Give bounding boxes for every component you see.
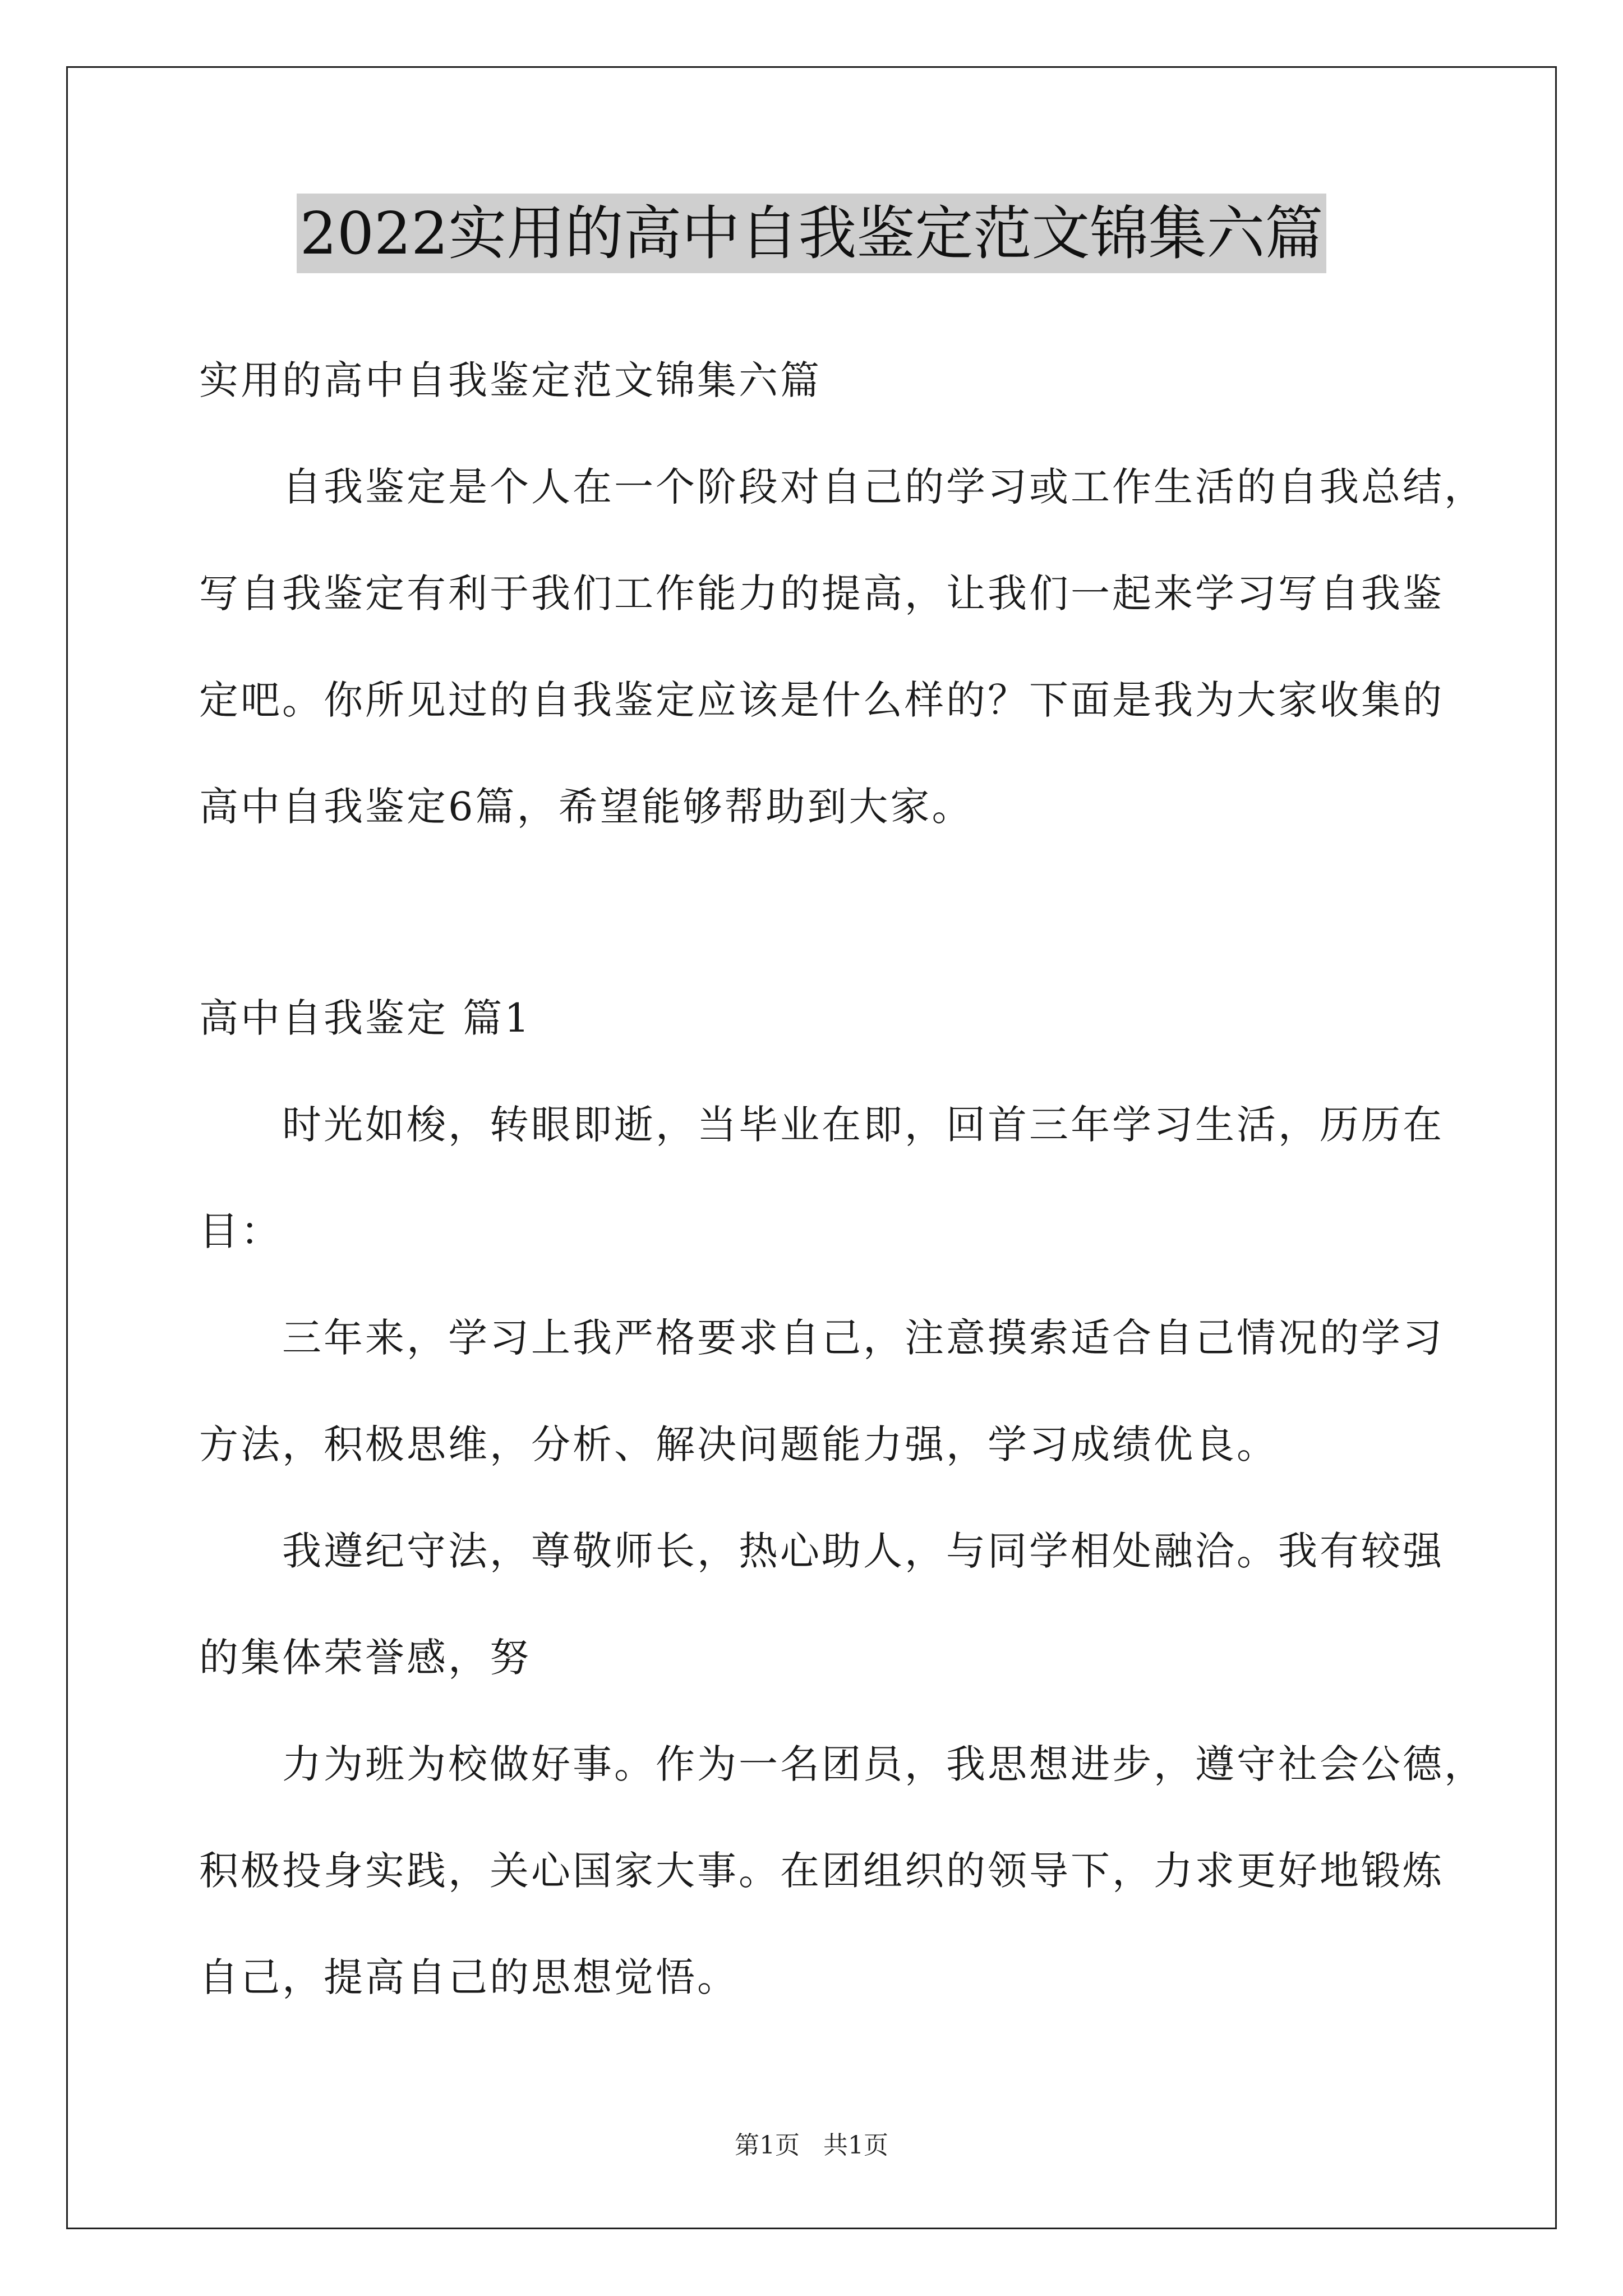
intro-line-3: 定吧。你所见过的自我鉴定应该是什么样的？下面是我为大家收集的 xyxy=(199,677,1444,723)
body-line-3: 三年来，学习上我严格要求自己，注意摸索适合自己情况的学习 xyxy=(282,1315,1444,1361)
intro-line-2: 写自我鉴定有利于我们工作能力的提高，让我们一起来学习写自我鉴 xyxy=(199,570,1444,616)
document-title: 2022实用的高中自我鉴定范文锦集六篇 xyxy=(297,194,1327,273)
intro-line-1: 自我鉴定是个人在一个阶段对自己的学习或工作生活的自我总结， xyxy=(282,464,1486,510)
body-line-1: 时光如梭，转眼即逝，当毕业在即，回首三年学习生活，历历在 xyxy=(282,1102,1444,1148)
body-line-4: 方法，积极思维，分析、解决问题能力强，学习成绩优良。 xyxy=(199,1421,1278,1467)
page-number: 第1页 xyxy=(735,2131,800,2160)
page-footer xyxy=(0,2129,1623,2162)
body-line-2: 目： xyxy=(199,1208,282,1254)
page-total: 共1页 xyxy=(823,2131,888,2160)
body-line-5: 我遵纪守法，尊敬师长，热心助人，与同学相处融洽。我有较强 xyxy=(282,1528,1444,1574)
body-line-7: 力为班为校做好事。作为一名团员，我思想进步，遵守社会公德， xyxy=(282,1741,1486,1787)
body-line-9: 自己，提高自己的思想觉悟。 xyxy=(199,1954,739,2000)
subtitle: 实用的高中自我鉴定范文锦集六篇 xyxy=(199,357,822,403)
body-line-8: 积极投身实践，关心国家大事。在团组织的领导下，力求更好地锻炼 xyxy=(199,1848,1444,1894)
section-heading: 高中自我鉴定 篇1 xyxy=(199,995,532,1041)
title-container xyxy=(0,194,1623,273)
intro-line-4: 高中自我鉴定6篇，希望能够帮助到大家。 xyxy=(199,784,974,830)
body-line-6: 的集体荣誉感，努 xyxy=(199,1635,531,1681)
